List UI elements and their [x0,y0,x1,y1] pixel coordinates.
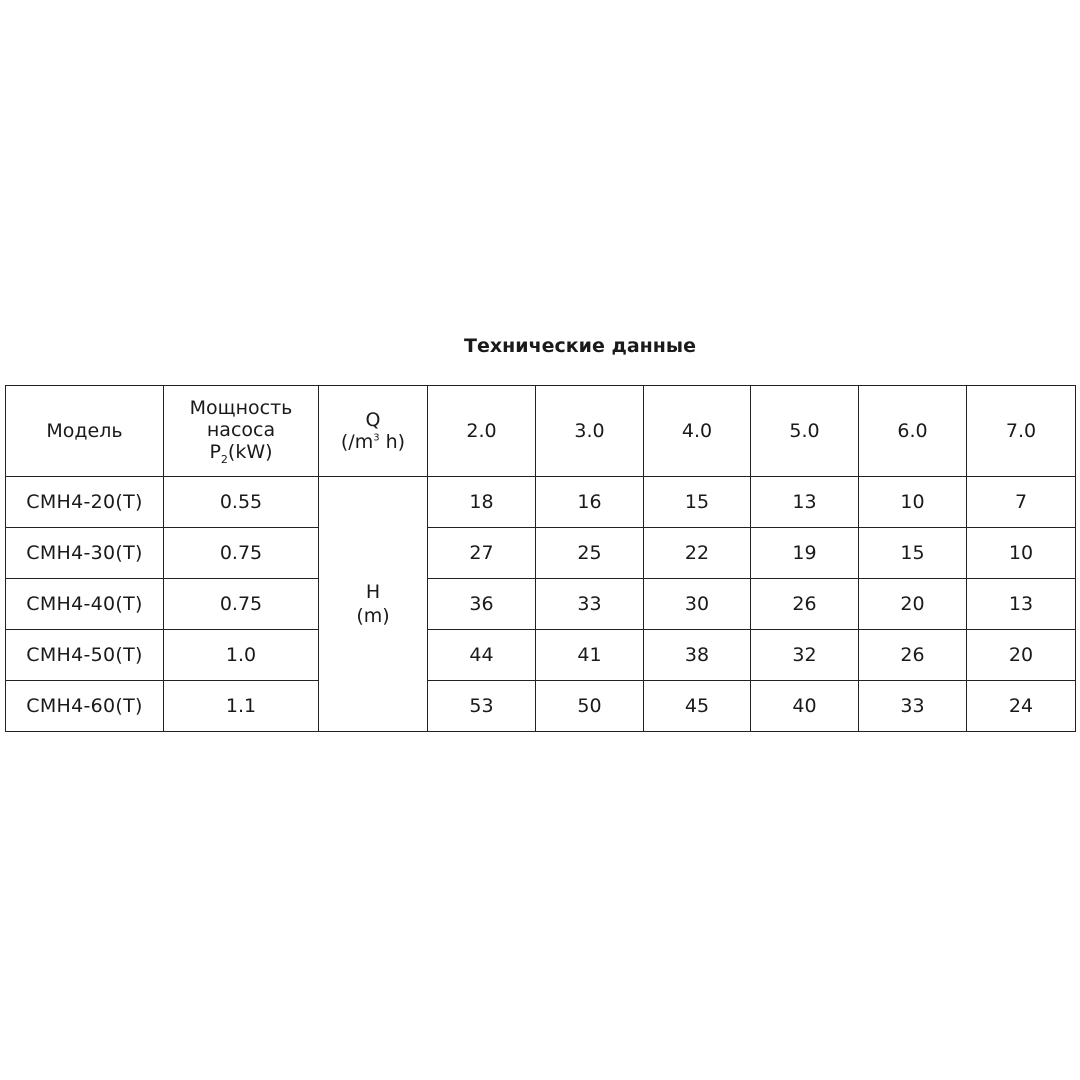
head-value: 45 [644,681,751,732]
model-cell: CMH4-60(T) [6,681,164,732]
head-value: 13 [967,579,1076,630]
header-power-p: P [209,440,221,463]
head-value: 10 [967,528,1076,579]
head-value: 10 [859,477,967,528]
head-value: 32 [751,630,859,681]
model-cell: CMH4-20(T) [6,477,164,528]
head-value: 27 [428,528,536,579]
head-value: 15 [859,528,967,579]
power-cell: 1.1 [164,681,319,732]
header-q-unit [319,431,427,453]
header-row [6,386,1076,477]
head-value: 25 [536,528,644,579]
table-row [6,681,1076,732]
table-row [6,528,1076,579]
header-power-unit: (kW) [227,440,273,463]
table-row [6,630,1076,681]
head-unit: (m) [356,605,390,627]
head-value: 24 [967,681,1076,732]
head-value: 38 [644,630,751,681]
flow-value: 4.0 [644,386,751,477]
head-label-cell [319,477,428,732]
header-power [164,386,319,477]
head-value: 15 [644,477,751,528]
table-row [6,477,1076,528]
header-power-line3 [164,441,318,466]
flow-value: 7.0 [967,386,1076,477]
head-value: 7 [967,477,1076,528]
head-value: 33 [536,579,644,630]
head-value: 40 [751,681,859,732]
flow-value: 5.0 [751,386,859,477]
power-cell: 0.55 [164,477,319,528]
model-cell: CMH4-40(T) [6,579,164,630]
model-cell: CMH4-50(T) [6,630,164,681]
head-value: 22 [644,528,751,579]
head-value: 36 [428,579,536,630]
table-title: Технические данные [464,335,696,357]
header-q-unit-prefix: (/m [340,431,374,453]
header-model [6,386,164,477]
header-q-unit-sup: 3 [373,432,380,444]
head-value: 20 [859,579,967,630]
head-label: H [365,581,381,603]
head-value: 44 [428,630,536,681]
power-cell: 0.75 [164,579,319,630]
header-power-line1: Мощность [189,396,293,419]
head-value: 13 [751,477,859,528]
head-value: 16 [536,477,644,528]
specifications-table [5,385,1076,732]
head-value: 26 [859,630,967,681]
flow-value: 3.0 [536,386,644,477]
head-value: 41 [536,630,644,681]
head-value: 19 [751,528,859,579]
header-flow [319,386,428,477]
head-value: 30 [644,579,751,630]
flow-value: 2.0 [428,386,536,477]
head-value: 33 [859,681,967,732]
header-model-label: Модель [46,420,123,442]
model-cell: CMH4-30(T) [6,528,164,579]
header-power-line2: насоса [206,418,276,441]
table-row [6,579,1076,630]
header-power-sub: 2 [220,452,228,466]
header-q-label: Q [365,409,381,431]
header-q-unit-suffix: h) [379,431,406,453]
head-value: 53 [428,681,536,732]
power-cell: 0.75 [164,528,319,579]
flow-value: 6.0 [859,386,967,477]
head-value: 18 [428,477,536,528]
head-value: 50 [536,681,644,732]
head-value: 20 [967,630,1076,681]
head-value: 26 [751,579,859,630]
power-cell: 1.0 [164,630,319,681]
